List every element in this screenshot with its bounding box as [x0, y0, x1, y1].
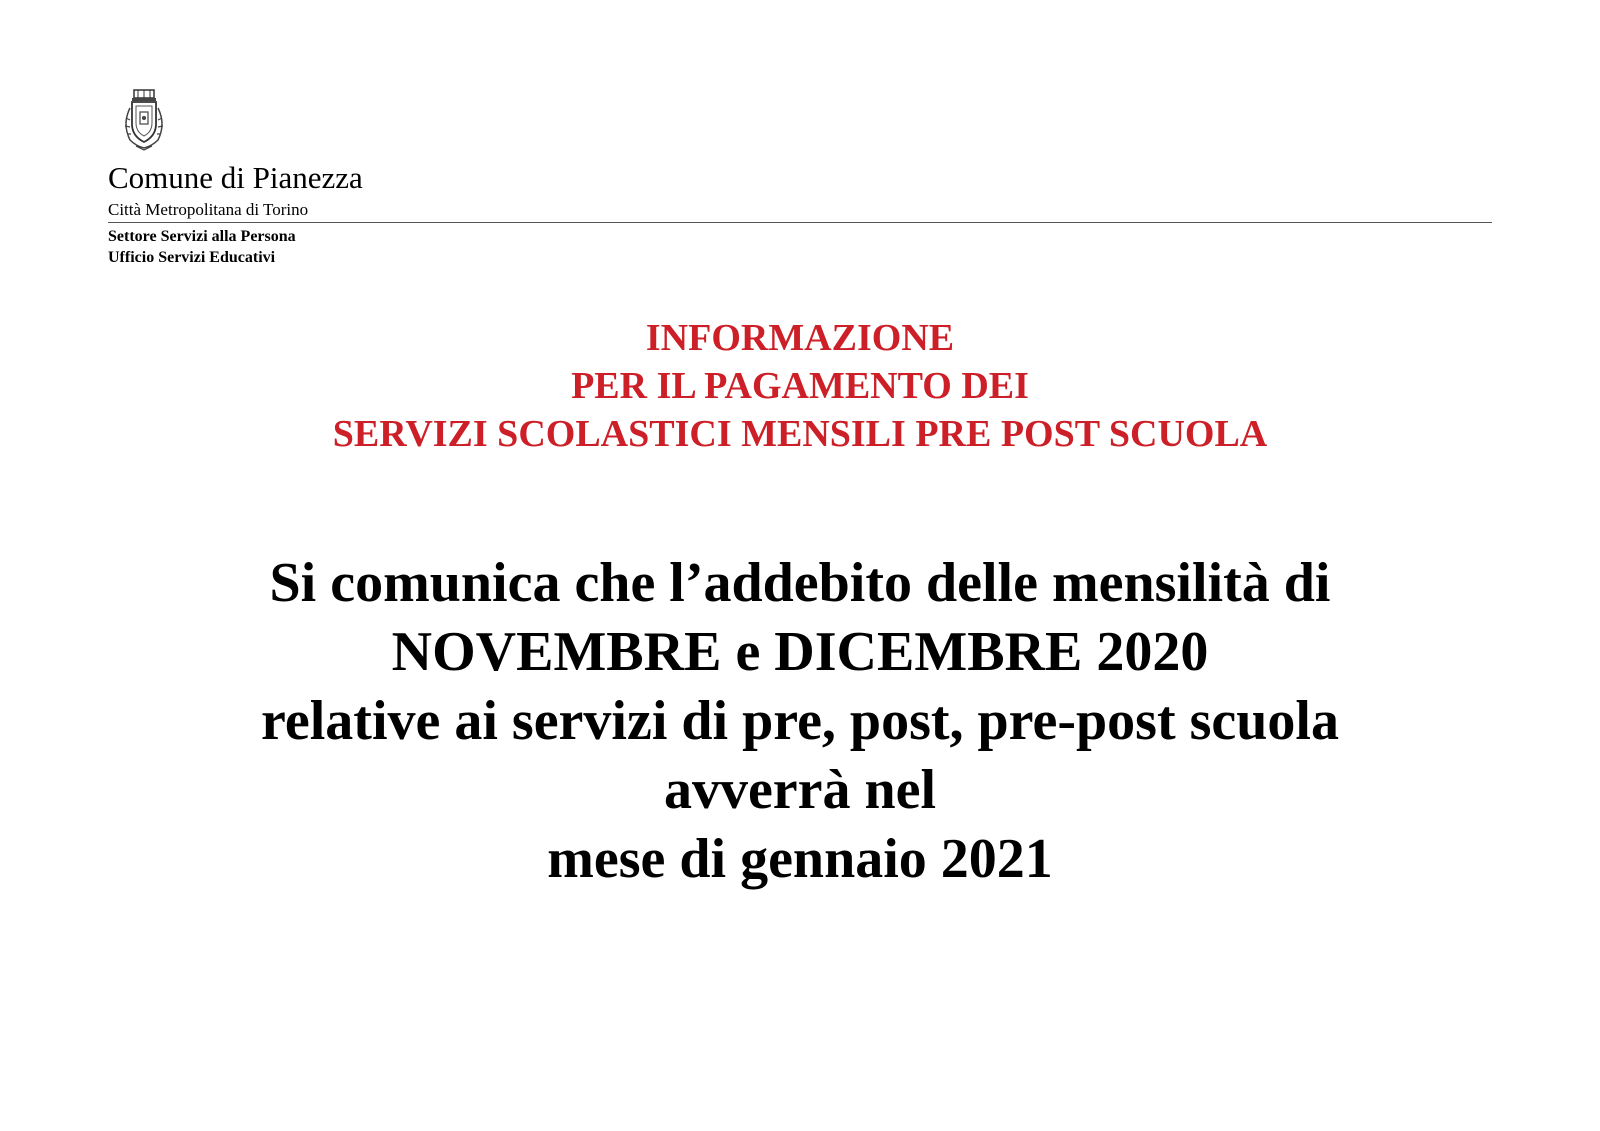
notice-body-line: avverrà nel — [663, 759, 937, 821]
header-divider — [108, 222, 1492, 223]
notice-body-line: NOVEMBRE e DICEMBRE 2020 — [391, 621, 1209, 683]
office-label: Ufficio Servizi Educativi — [108, 249, 276, 266]
notice-body-line: relative ai servizi di pre, post, pre-post scuola — [261, 690, 1339, 752]
notice-body-line: mese di gennaio 2021 — [547, 828, 1053, 890]
notice-title — [0, 314, 1600, 458]
metro-area-label: Città Metropolitana di Torino — [108, 200, 309, 219]
municipal-crest-logo — [120, 88, 168, 152]
notice-title-line: SERVIZI SCOLASTICI MENSILI PRE POST SCUOLA — [332, 413, 1268, 455]
notice-title-line: INFORMAZIONE — [645, 317, 955, 359]
notice-body-line: Si comunica che l’addebito delle mensilità di — [269, 552, 1331, 614]
sector-label: Settore Servizi alla Persona — [108, 228, 296, 245]
notice-title-line: PER IL PAGAMENTO DEI — [571, 365, 1029, 407]
municipality-name: Comune di Pianezza — [108, 160, 363, 195]
notice-body — [0, 549, 1600, 894]
